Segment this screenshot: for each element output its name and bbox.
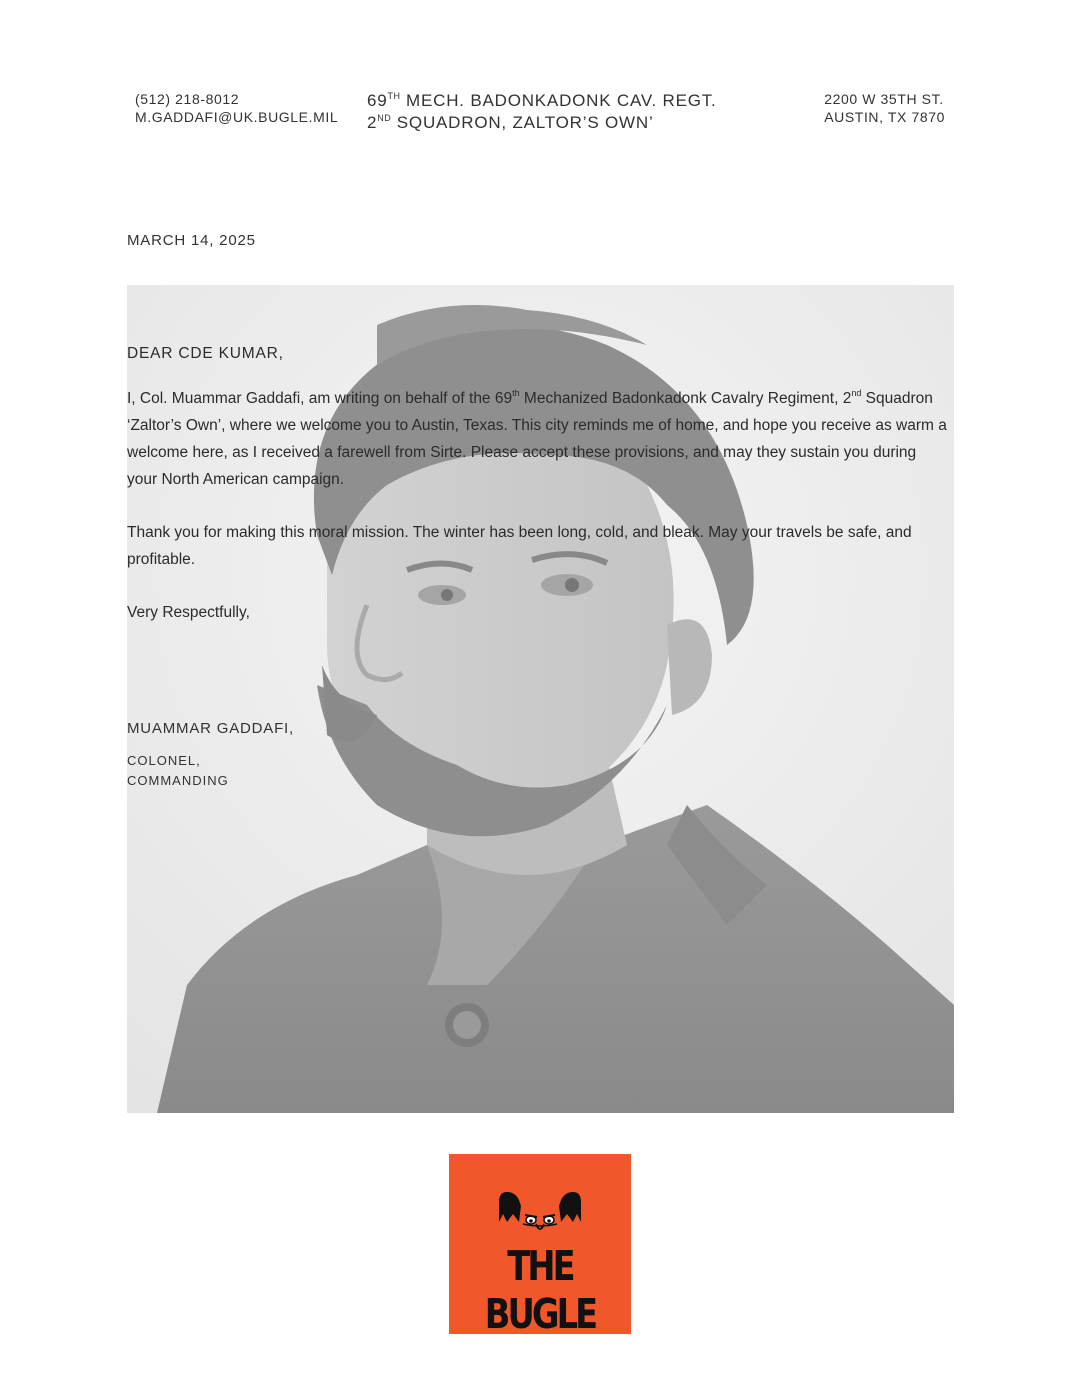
letter-date: MARCH 14, 2025	[127, 232, 256, 249]
signature-title	[127, 751, 229, 791]
signature-name: MUAMMAR GADDAFI,	[127, 720, 294, 737]
the-bugle-logo	[449, 1154, 631, 1338]
closing: Very Respectfully,	[127, 604, 250, 621]
paragraph-2: Thank you for making this moral mission. The winter has been long, cold, and bleak. May your travels be safe, and profitable.	[127, 524, 912, 568]
phone-number: (512) 218-8012	[135, 91, 240, 107]
address-city: AUSTIN, TX 7870	[824, 109, 945, 125]
logo-text: THE BUGLE	[484, 1242, 596, 1338]
unit-name	[367, 90, 717, 134]
address-street: 2200 W 35TH ST.	[824, 91, 944, 107]
contact-block	[135, 90, 338, 126]
letter-body	[127, 340, 947, 652]
paragraph-1: I, Col. Muammar Gaddafi, am writing on behalf of the 69th Mechanized Badonkadonk Cavalry Regiment, 2nd Squadron ‘Zaltor’s Own’, where we welcome you to Austin, Texas. This city reminds me of home, and hope you receive as warm a welcome here, as I received a farewell from Sirte. Please accept these provisions, and may they sustain you during your North American campaign.	[127, 388, 947, 488]
unit-line-2: 2ND SQUADRON, ZALTOR’S OWN’	[367, 113, 654, 132]
email-address: M.GADDAFI@UK.BUGLE.MIL	[135, 109, 339, 125]
salutation: DEAR CDE KUMAR,	[127, 345, 284, 362]
unit-line-1: 69TH MECH. BADONKADONK CAV. REGT.	[367, 91, 717, 110]
address-block	[824, 90, 945, 126]
bugle-face-icon	[449, 1154, 631, 1234]
signature-role: COMMANDING	[127, 773, 229, 788]
signature-rank: COLONEL,	[127, 753, 201, 768]
